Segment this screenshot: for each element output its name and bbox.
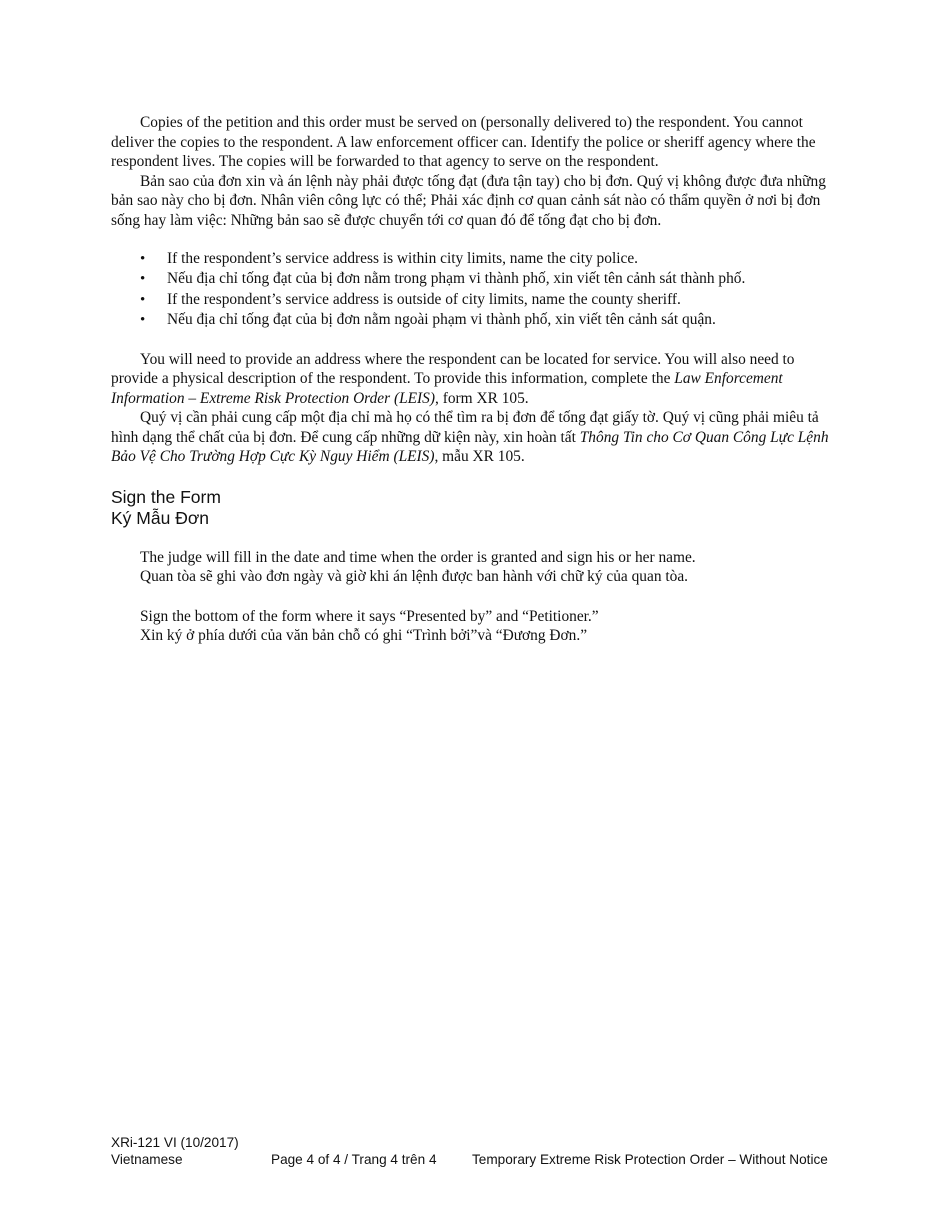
address-text-en: You will need to provide an address where the respondent can be located for service. You will also need to provide a physical description of the respondent. To provide this information, complete the — [111, 350, 795, 388]
sign-form-heading — [111, 487, 831, 529]
leis-form-title-vi: Thông Tin cho Cơ Quan Công Lực Lệnh Bảo Vệ Cho Trường Hợp Cực Kỳ Nguy Hiểm (LEIS) — [111, 428, 829, 466]
page-footer — [111, 1135, 841, 1168]
sign-form-heading-en: Sign the Form — [111, 486, 221, 507]
footer-language: Vietnamese — [111, 1151, 183, 1167]
service-address-list — [111, 249, 831, 331]
footer-document-title: Temporary Extreme Risk Protection Order – Without Notice — [472, 1151, 828, 1167]
address-text-vi: Quý vị cần phải cung cấp một địa chỉ mà họ có thể tìm ra bị đơn để tống đạt giấy tờ. Quý vị cũng phải miêu tả hình dạng thể chất của bị đơn. Để cung cấp những dữ kiện này, xin hoàn tất — [111, 409, 819, 446]
sign-form-heading-vi: Ký Mẫu Đơn — [111, 507, 210, 528]
list-item: • If the respondent’s service address is outside of city limits, name the county sheriff. — [167, 290, 831, 310]
document-body — [111, 113, 831, 646]
leis-form-title-en: Law Enforcement Information – Extreme Risk Protection Order (LEIS) — [111, 370, 783, 407]
signature-instruction-vi: Xin ký ở phía dưới của văn bản chỗ có ghi “Trình bởi”và “Đương Đơn.” — [140, 627, 588, 645]
signature-instruction-en: Sign the bottom of the form where it says “Presented by” and “Petitioner.” — [140, 607, 599, 625]
sign-instructions — [111, 548, 831, 646]
footer-row — [111, 1152, 841, 1169]
list-item: • If the respondent’s service address is within city limits, name the city police. — [167, 249, 831, 269]
service-paragraph-en: Copies of the petition and this order must be served on (personally delivered to) the respondent. You cannot deliver the copies to the respondent. A law enforcement officer can. Identify the police or sheriff agency where the respondent lives. The copies will be forwarded to that agency to serve on the respondent. — [111, 114, 816, 170]
judge-instruction-en: The judge will fill in the date and time when the order is granted and sign his or her name. — [140, 548, 696, 566]
list-item: • Nếu địa chỉ tống đạt của bị đơn nằm trong phạm vi thành phố, xin viết tên cảnh sát thành phố. — [167, 269, 831, 289]
address-form-number-en: , form XR 105. — [435, 389, 529, 407]
spacer — [140, 587, 831, 607]
footer-form-id: XRi-121 VI (10/2017) — [111, 1135, 239, 1150]
footer-page-number: Page 4 of 4 / Trang 4 trên 4 — [271, 1151, 437, 1167]
service-paragraph-vi: Bản sao của đơn xin và án lệnh này phải được tống đạt (đưa tận tay) cho bị đơn. Quý vị không được đưa những bản sao này cho bị đơn. Nhân viên công lực có thể; Phải xác định cơ quan cảnh sát nào có thẩm quyền ở nơi bị đơn sống hay làm việc: Những bản sao sẽ được chuyển tới cơ quan đó để tống đạt cho bị đơn. — [111, 172, 826, 229]
judge-instruction-vi: Quan tòa sẽ ghi vào đơn ngày và giờ khi án lệnh được ban hành với chữ ký của quan tòa. — [140, 568, 689, 586]
address-paragraph-en — [111, 350, 831, 409]
list-item: • Nếu địa chỉ tống đạt của bị đơn nằm ngoài phạm vi thành phố, xin viết tên cảnh sát quận. — [167, 310, 831, 330]
address-form-number-vi: , mẫu XR 105. — [434, 448, 525, 466]
address-paragraph-vi — [111, 408, 831, 467]
